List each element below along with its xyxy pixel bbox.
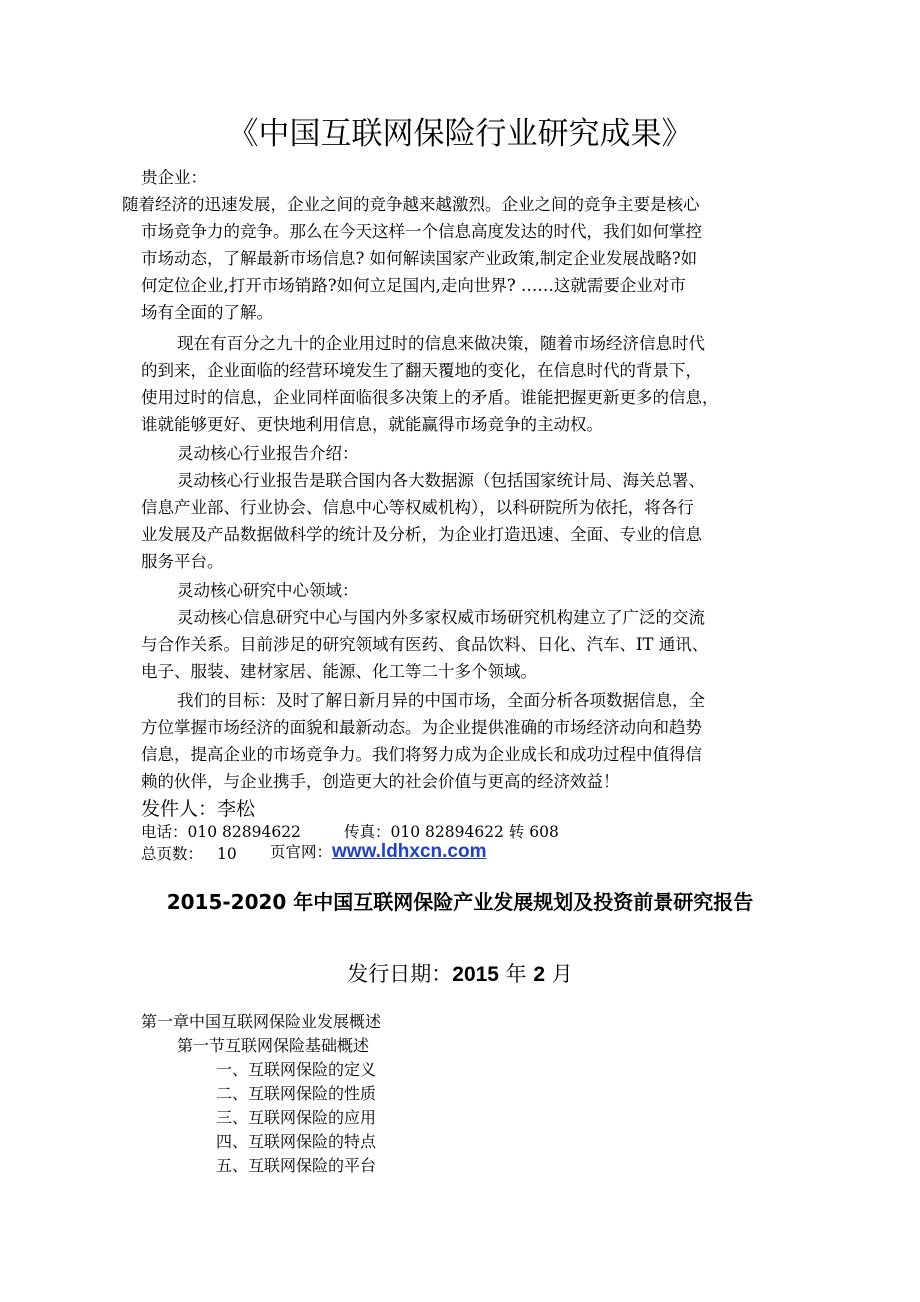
toc-item: 三、互联网保险的应用 <box>216 1108 377 1127</box>
toc-item: 二、互联网保险的性质 <box>216 1084 377 1103</box>
phone-label: 电话： <box>141 823 188 841</box>
issue-year-unit: 年 <box>505 962 527 986</box>
paragraph-line: 灵动核心信息研究中心与国内外多家权威市场研究机构建立了广泛的交流 <box>177 608 705 627</box>
paragraph-line: 何定位企业,打开市场销路?如何立足国内,走向世界? ……这就需要企业对市 <box>141 276 686 295</box>
document-title: 《中国互联网保险行业研究成果》 <box>227 116 693 152</box>
paragraph-line: 信息，提高企业的市场竞争力。我们将努力成为企业成长和成功过程中值得信 <box>141 745 702 764</box>
paragraph-line: 随着经济的迅速发展，企业之间的竞争越来越激烈。企业之间的竞争主要是核心 <box>122 195 700 214</box>
fax-value: 010 82894622 转 608 <box>390 823 559 841</box>
phone-line <box>141 821 301 843</box>
sender-name: 发件人：李松 <box>141 798 256 820</box>
paragraph-line: 使用过时的信息，企业同样面临很多决策上的矛盾。谁能把握更新更多的信息， <box>141 388 719 407</box>
issue-month: 2 <box>533 963 546 986</box>
issue-label: 发行日期： <box>347 962 453 986</box>
paragraph-line: 信息产业部、行业协会、信息中心等权威机构），以科研院所为依托，将各行 <box>141 498 694 517</box>
paragraph-line: 业发展及产品数据做科学的统计及分析，为企业打造迅速、全面、专业的信息 <box>141 525 702 544</box>
paragraph-line: 谁就能够更好、更快地利用信息，就能赢得市场竞争的主动权。 <box>141 415 603 434</box>
paragraph-line: 的到来，企业面临的经营环境发生了翻天覆地的变化，在信息时代的背景下， <box>141 361 702 380</box>
toc-item: 五、互联网保险的平台 <box>216 1156 377 1175</box>
site-label: 页官网： <box>270 843 333 861</box>
paragraph-line: 与合作关系。目前涉足的研究领域有医药、食品饮料、日化、汽车、IT 通讯、 <box>141 635 709 654</box>
paragraph-line: 服务平台。 <box>141 552 224 571</box>
fax-line <box>344 821 559 843</box>
site-line <box>270 841 487 863</box>
paragraph-line: 电子、服装、建材家居、能源、化工等二十多个领域。 <box>141 662 537 681</box>
toc-item: 一、互联网保险的定义 <box>216 1060 377 1079</box>
pages-line <box>141 843 237 865</box>
paragraph-line: 我们的目标：及时了解日新月异的中国市场，全面分析各项数据信息，全 <box>177 691 705 710</box>
toc-chapter: 第一章中国互联网保险业发展概述 <box>141 1012 382 1031</box>
greeting: 贵企业： <box>141 168 207 187</box>
issue-date <box>0 958 920 991</box>
fax-label: 传真： <box>344 823 391 841</box>
issue-month-unit: 月 <box>551 962 573 986</box>
paragraph-line: 场有全面的了解。 <box>141 303 273 322</box>
website-link[interactable]: www.ldhxcn.com <box>332 841 487 862</box>
pages-value: 10 <box>217 845 237 863</box>
toc-item: 四、互联网保险的特点 <box>216 1132 377 1151</box>
pages-label: 总页数： <box>141 845 204 863</box>
report-title: 2015-2020 年中国互联网保险产业发展规划及投资前景研究报告 <box>166 890 754 914</box>
paragraph-line: 方位掌握市场经济的面貌和最新动态。为企业提供准确的市场经济动向和趋势 <box>141 718 702 737</box>
phone-value: 010 82894622 <box>187 823 301 841</box>
paragraph-line: 现在有百分之九十的企业用过时的信息来做决策，随着市场经济信息时代 <box>177 334 705 353</box>
toc-section: 第一节互联网保险基础概述 <box>177 1036 370 1055</box>
paragraph-line: 市场动态，了解最新市场信息? 如何解读国家产业政策,制定企业发展战略?如 <box>141 249 698 268</box>
section-heading: 灵动核心研究中心领域： <box>177 581 359 600</box>
paragraph-line: 灵动核心行业报告是联合国内各大数据源（包括国家统计局、海关总署、 <box>177 471 705 490</box>
issue-year: 2015 <box>452 963 499 986</box>
section-heading: 灵动核心行业报告介绍： <box>177 444 359 463</box>
paragraph-line: 赖的伙伴，与企业携手，创造更大的社会价值与更高的经济效益！ <box>141 772 620 791</box>
paragraph-line: 市场竞争力的竞争。那么在今天这样一个信息高度发达的时代，我们如何掌控 <box>141 222 702 241</box>
